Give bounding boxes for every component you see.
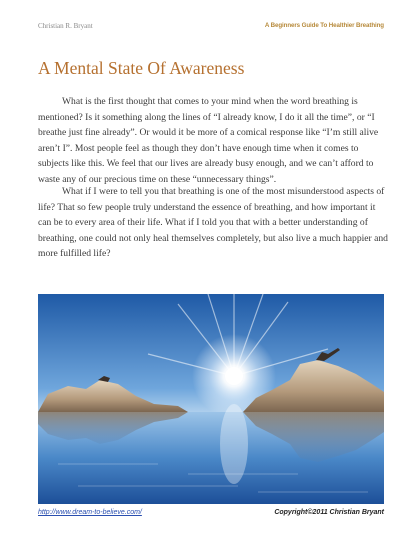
body-paragraph-2: What if I were to tell you that breathing is one of the most misunderstood aspects of life? That so few people truly understand the essence of breathing, and how important it can be to every area of their life. What if I told you that with a better understanding of breathing, one could not only heal themselves completely, but also live a much happier and more fulfilled life? [38,186,388,260]
page-title: A Mental State Of Awareness [38,58,245,78]
header-author: Christian R. Bryant [38,22,93,30]
website-link[interactable]: http://www.dream-to-believe.com/ [38,509,142,516]
body-paragraph-1: What is the first thought that comes to your mind when the word breathing is mentioned? Is it something along the lines of “I already know, I do it all the time”, or “I breathe just fine already”. Or would it be more of a comical response like “I’m still alive aren’t I”. Most people feel as though they don’t have enough time when it comes to subjects like this. We feel that our lives are already busy enough, and we can’t afford to waste any of our precious time on these “unnecessary things”. [38,96,379,185]
copyright-notice: Copyright©2011 Christian Bryant [274,509,384,516]
header-guide-title: A Beginners Guide To Healthier Breathing [264,22,384,29]
sunburst-rocks-reflection-photo [38,294,384,504]
